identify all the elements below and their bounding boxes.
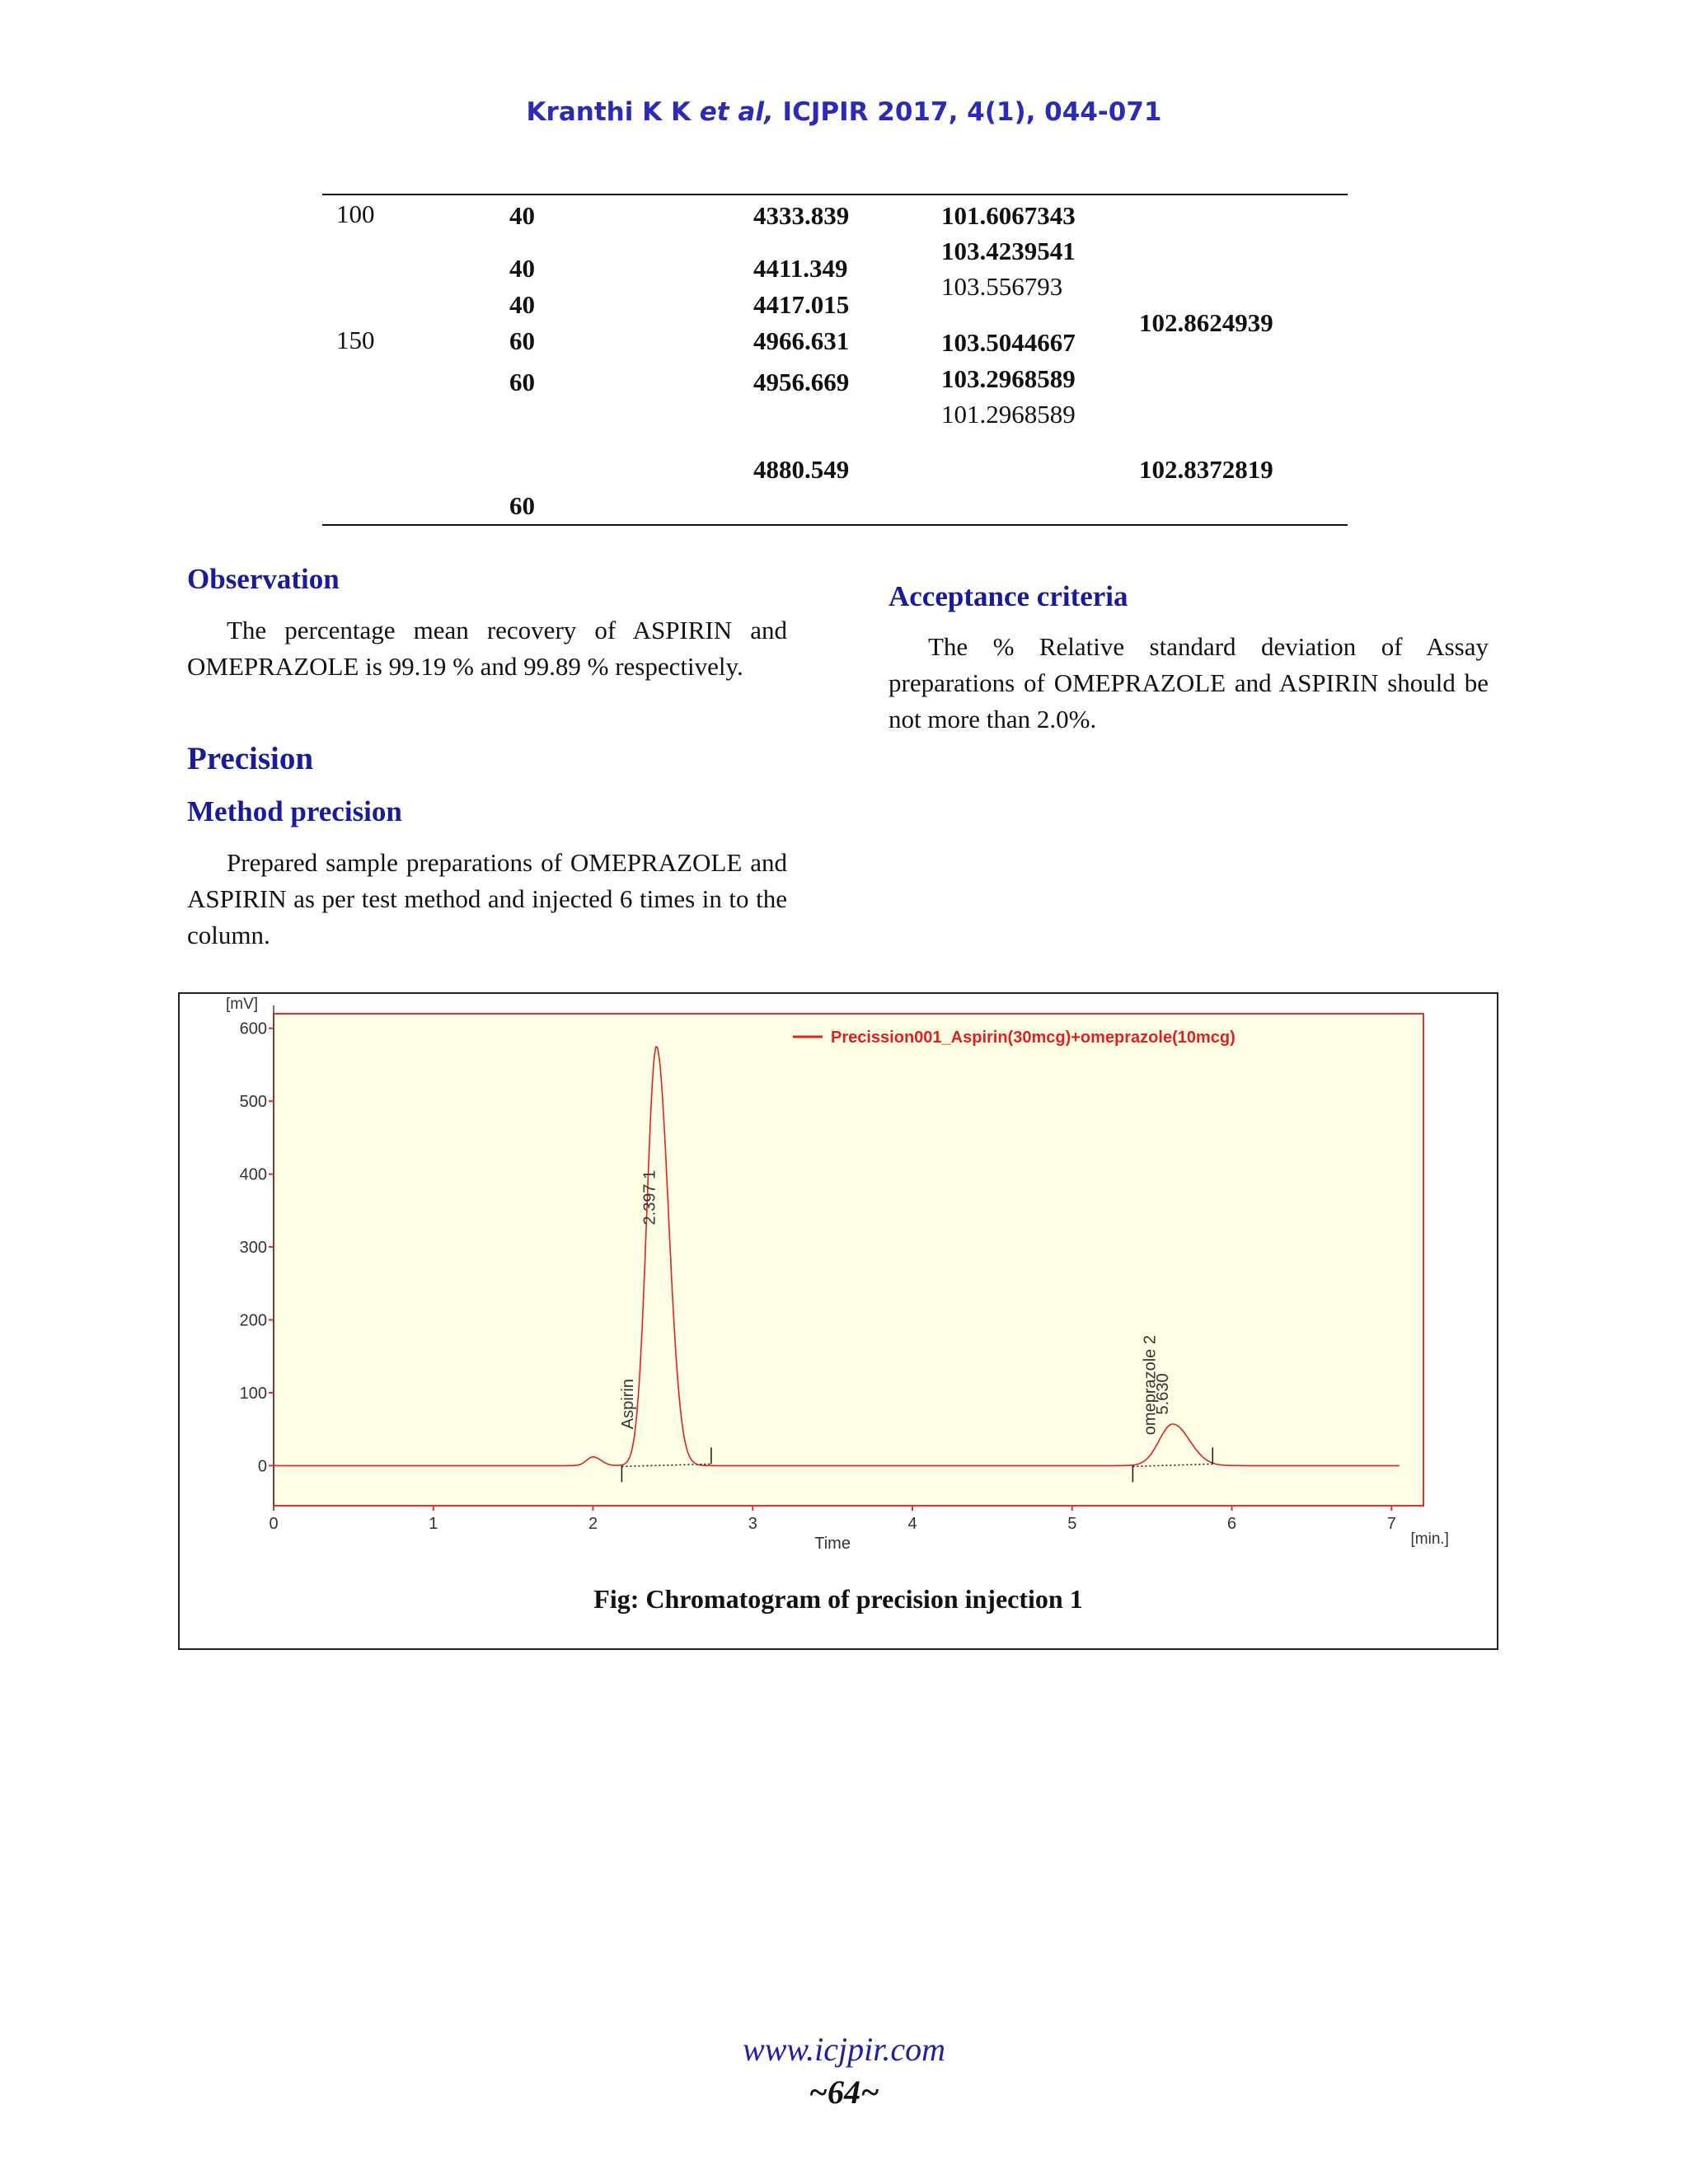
- precision-heading: Precision: [187, 741, 314, 776]
- x-tick-label: 7: [1386, 1515, 1396, 1533]
- recovery-cell: 103.5044667: [941, 328, 1076, 357]
- mean-recovery-cell: 102.8624939: [1139, 308, 1273, 337]
- recovery-cell: 103.4239541: [941, 237, 1076, 265]
- chromatogram-chart: [198, 997, 1467, 1558]
- y-tick-label: 500: [239, 1093, 267, 1112]
- area-cell: 4966.631: [753, 326, 850, 355]
- y-tick-label: 600: [239, 1019, 267, 1038]
- peak-label: 5.630: [1154, 1373, 1172, 1415]
- table-top-rule: [322, 194, 1348, 195]
- observation-heading: Observation: [187, 563, 340, 595]
- observation-text: The percentage mean recovery of ASPIRIN and OMEPRAZOLE is 99.19 % and 99.89 % respectively.: [187, 616, 787, 681]
- mean-recovery-cell: 102.8372819: [1139, 455, 1273, 484]
- x-tick-label: 6: [1226, 1515, 1237, 1533]
- method-precision-heading: Method precision: [187, 795, 402, 827]
- x-tick-label: 5: [1067, 1515, 1077, 1533]
- x-tick-label: 0: [269, 1515, 279, 1533]
- x-axis-label: Time: [814, 1535, 851, 1553]
- method-precision-text: Prepared sample preparations of OMEPRAZOLE and ASPIRIN as per test method and injected 6 times in to the column.: [187, 848, 787, 949]
- amount-cell: 60: [509, 491, 535, 520]
- amount-cell: 40: [509, 201, 535, 230]
- x-tick-label: 4: [907, 1515, 917, 1533]
- x-tick-label: 2: [588, 1515, 598, 1533]
- y-tick-label: 300: [239, 1239, 267, 1258]
- amount-cell: 40: [509, 290, 535, 319]
- header-etal: et al,: [699, 97, 774, 127]
- table-bottom-rule: [322, 524, 1348, 526]
- acceptance-text: The % Relative standard deviation of Assay preparations of OMEPRAZOLE and ASPIRIN should be not more than 2.0%.: [889, 632, 1489, 733]
- area-cell: 4417.015: [753, 290, 850, 319]
- y-tick-label: 200: [239, 1311, 267, 1330]
- recovery-cell: 103.2968589: [941, 364, 1076, 393]
- header-citation: ICJPIR 2017, 4(1), 044-071: [782, 97, 1162, 127]
- amount-cell: 60: [509, 368, 535, 396]
- page-number: ~64~: [809, 2074, 879, 2111]
- y-axis-unit: [mV]: [226, 997, 259, 1013]
- level-cell: 100: [336, 199, 375, 228]
- y-tick-label: 400: [239, 1165, 267, 1184]
- y-tick-label: 0: [257, 1457, 267, 1476]
- figure-caption: Fig: Chromatogram of precision injection 1: [593, 1584, 1083, 1614]
- peak-name: Aspirin: [618, 1378, 637, 1430]
- x-axis: [814, 1530, 1449, 1553]
- legend: [793, 1029, 1236, 1047]
- footer-url[interactable]: www.icjpir.com: [743, 2031, 945, 2068]
- running-header: [0, 97, 1688, 127]
- area-cell: 4333.839: [753, 201, 850, 230]
- legend-label: Precission001_Aspirin(30mcg)+omeprazole(10mcg): [831, 1029, 1236, 1047]
- recovery-cell: 103.556793: [941, 272, 1063, 301]
- y-tick-label: 100: [239, 1384, 267, 1403]
- plot-area: [274, 1014, 1423, 1506]
- peak-name: omeprazole 2: [1141, 1335, 1160, 1436]
- recovery-cell: 101.2968589: [941, 400, 1076, 429]
- x-tick-label: 1: [429, 1515, 438, 1533]
- area-cell: 4880.549: [753, 455, 850, 484]
- amount-cell: 60: [509, 326, 535, 355]
- header-authors: Kranthi K K: [526, 97, 691, 127]
- level-cell: 150: [336, 326, 375, 354]
- recovery-cell: 101.6067343: [941, 201, 1076, 230]
- amount-cell: 40: [509, 254, 535, 283]
- x-tick-label: 3: [748, 1515, 757, 1533]
- acceptance-heading: Acceptance criteria: [889, 580, 1128, 612]
- area-cell: 4956.669: [753, 368, 850, 396]
- x-axis-unit: [min.]: [1410, 1530, 1449, 1548]
- area-cell: 4411.349: [753, 254, 848, 283]
- peak-label: 2.397 1: [640, 1169, 659, 1226]
